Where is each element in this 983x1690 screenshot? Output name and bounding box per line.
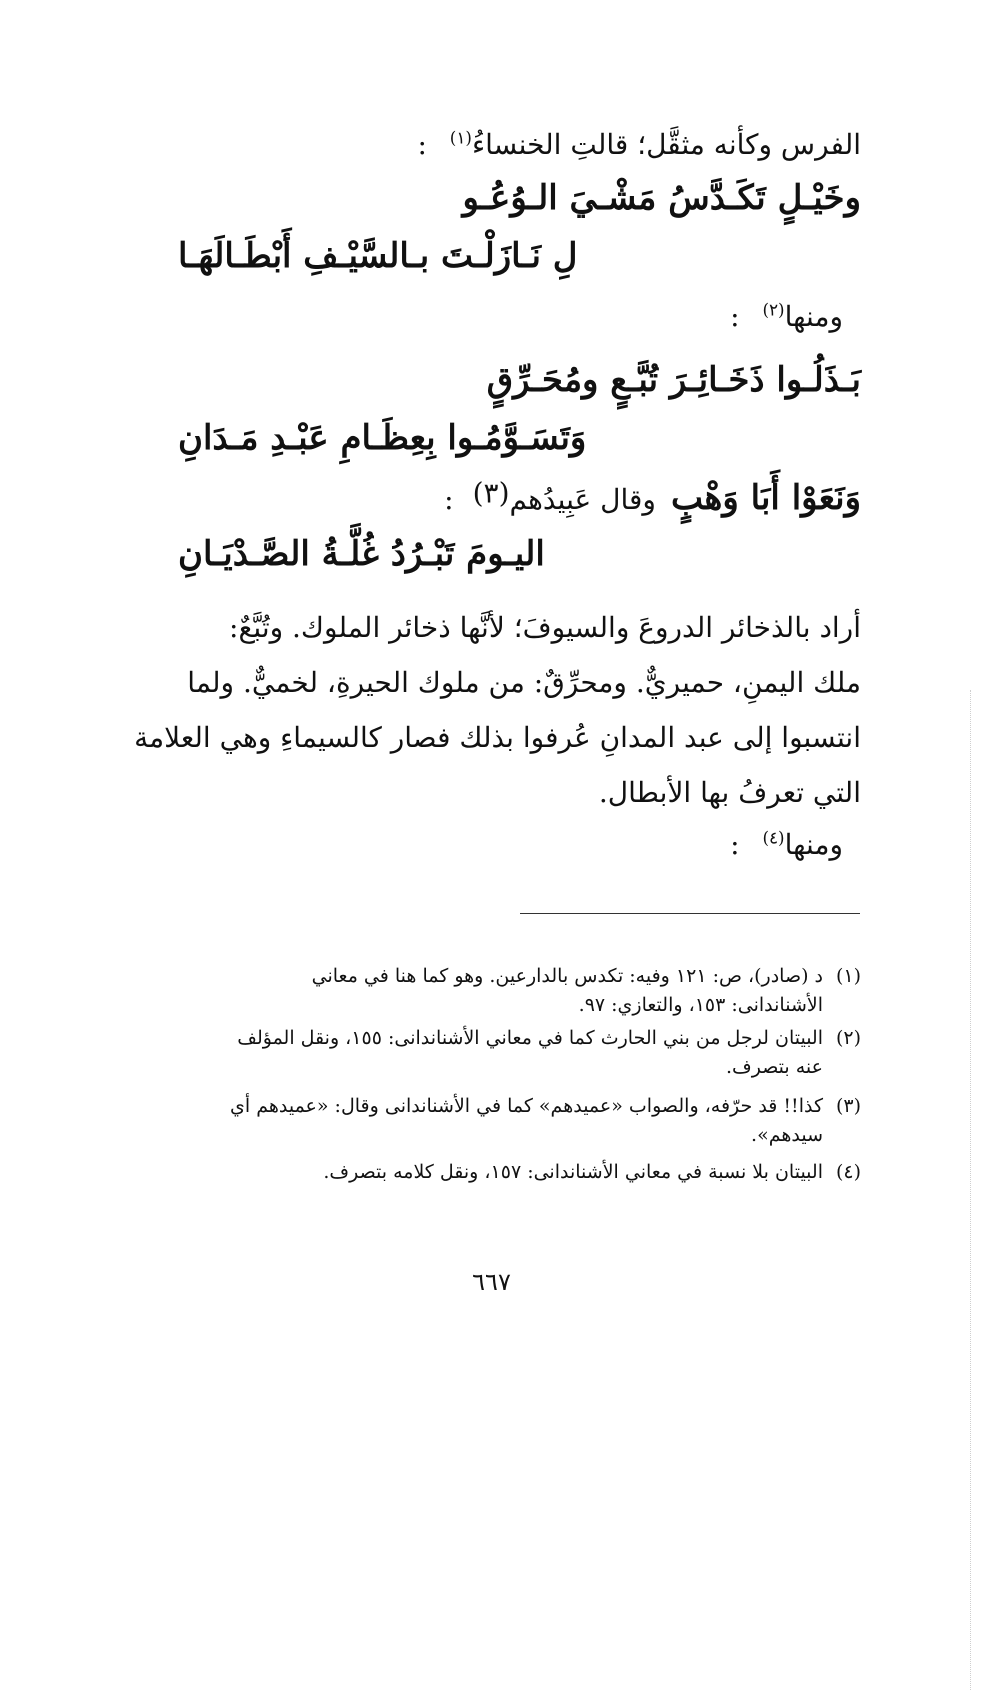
footnote-1-line-1 (168, 962, 861, 991)
verse-1-second-hemistich: لِ نَـازَلْـتَ بـالسَّيْـفِ أَبْطَـالَهَـا (178, 236, 578, 276)
footnote-3-number: (٣) (835, 1095, 861, 1117)
footnote-2-text: البيتان لرجل من بني الحارث كما في معاني الأشناندانى: ١٥٥، ونقل المؤلف (237, 1027, 823, 1049)
colon: : (730, 300, 740, 333)
footnote-4 (168, 1158, 861, 1187)
verse-3-intro-line (444, 478, 861, 518)
footnote-1 (168, 962, 861, 1020)
footnote-3-line-1 (168, 1092, 861, 1121)
footnote-4-number: (٤) (835, 1161, 861, 1183)
colon: : (417, 128, 427, 161)
scan-edge-mark (970, 690, 971, 1690)
commentary-line-1: أراد بالذخائر الدروعَ والسيوفَ؛ لأنَّها ذخائر الملوك. وتُبَّعٌ: (229, 611, 861, 644)
qala-text: وقال عَبِيدُهم (509, 483, 656, 516)
footnote-4-line-1 (168, 1158, 861, 1187)
commentary-line-4: التي تعرفُ بها الأبطال. (598, 776, 861, 809)
colon: : (730, 828, 740, 861)
minha-text: ومنها (784, 300, 843, 333)
verse-2-second-hemistich: وَتَسَـوَّمُـوا بِعِظَـامِ عَبْـدِ مَـدَانِ (178, 418, 587, 458)
footnote-ref-1: (١) (449, 127, 472, 148)
footnote-ref-3: (٣) (472, 476, 510, 510)
footnote-2 (168, 1024, 861, 1082)
footnote-2-line-1 (168, 1024, 861, 1053)
minha-line-4 (730, 828, 843, 861)
footnote-2-number: (٢) (835, 1027, 861, 1049)
footnote-1-number: (١) (835, 965, 861, 987)
footnote-ref-4: (٤) (762, 827, 785, 848)
minha-line-2 (730, 300, 843, 333)
commentary-line-2: ملك اليمنِ، حميريٌّ. ومحرِّقٌ: من ملوك الحيرةِ، لخميٌّ. ولما (187, 666, 861, 699)
commentary-line-3: انتسبوا إلى عبد المدانِ عُرفوا بذلك فصار كالسيماءِ وهي العلامة (134, 721, 861, 754)
intro-line (417, 128, 861, 161)
footnote-divider (520, 913, 860, 914)
footnote-ref-2: (٢) (762, 299, 785, 320)
verse-1-first-hemistich: وخَيْـلٍ تَكَـدَّسُ مَشْـيَ الـوُعُـو (462, 178, 861, 218)
verse-2-first-hemistich: بَـذَلُـوا ذَخَـائِـرَ تُبَّـعٍ ومُحَـرِّقٍ (486, 360, 861, 400)
footnote-2-line-2: عنه بتصرف. (725, 1056, 823, 1078)
minha-text: ومنها (784, 828, 843, 861)
footnote-4-text: البيتان بلا نسبة في معاني الأشناندانى: ١٥٧، ونقل كلامه بتصرف. (323, 1161, 823, 1183)
footnote-3-text: كذا!! قد حرّفه، والصواب «عميدهم» كما في الأشناندانى وقال: «عميدهم أي (230, 1095, 823, 1117)
verse-3-first-words: وَنَعَوْا أَبَا وَهْبٍ (671, 478, 861, 518)
footnote-3 (168, 1092, 861, 1150)
colon: : (444, 483, 454, 516)
footnote-1-text: د (صادر)، ص: ١٢١ وفيه: تكدس بالدارعين. وهو كما هنا في معاني (311, 965, 823, 987)
page-number: ٦٦٧ (472, 1268, 511, 1296)
verse-3-second-hemistich: اليـومَ تَبْـرُدُ غُلَّـةُ الصَّـدْيَـانِ (178, 534, 545, 574)
intro-text: الفرس وكأنه مثقَّل؛ قالتِ الخنساءُ (471, 128, 861, 161)
footnote-1-line-2: الأشناندانى: ١٥٣، والتعازي: ٩٧. (578, 994, 823, 1016)
footnote-3-line-2: سيدهم». (751, 1124, 823, 1146)
